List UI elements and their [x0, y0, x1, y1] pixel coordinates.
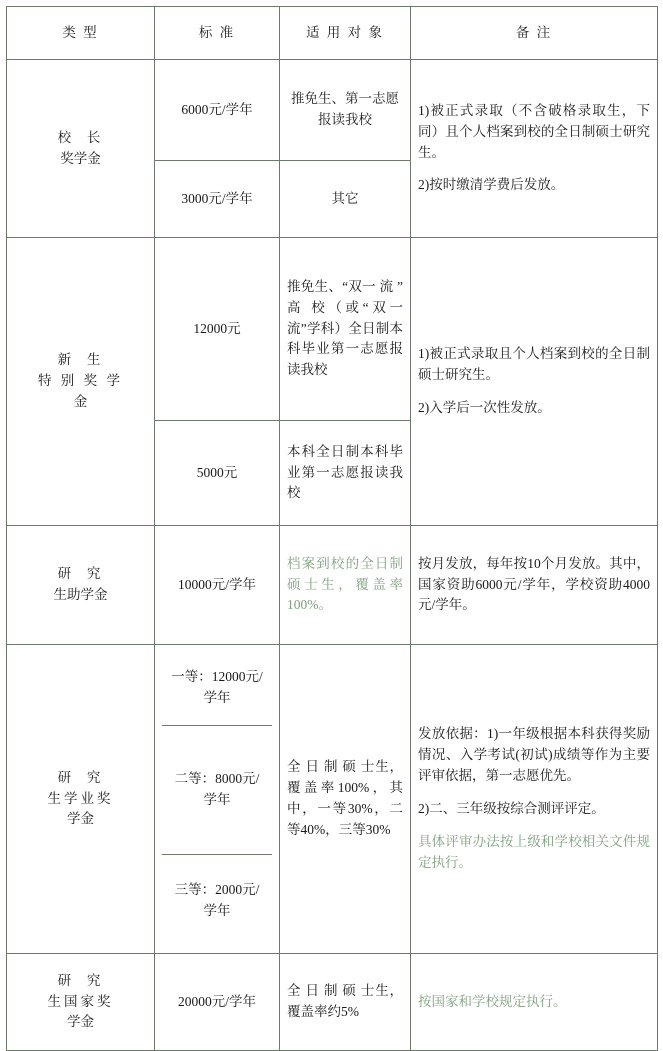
level-second: 二等：8000元/学年	[162, 725, 272, 855]
note-line: 2)按时缴清学费后发放。	[418, 177, 565, 193]
note-line: 2)入学后一次性发放。	[418, 399, 551, 415]
note-line: 2)二、三年级按综合测评评定。	[418, 801, 605, 816]
note-line: 按月发放，每年按10个月发放。其中，国家资助6000元/学年，学校资助4000元/学年。	[418, 555, 650, 613]
category-graduate-stipend: 研 究 生助学金	[7, 526, 155, 645]
note-freshman	[411, 238, 658, 526]
target-principal-1: 推免生、第一志愿报读我校	[280, 60, 411, 161]
category-national-scholarship: 研 究 生国家奖 学金	[7, 954, 155, 1051]
target-national-scholarship: 全 日 制 硕 士生，覆盖率约5%	[280, 954, 411, 1051]
note-academic-scholarship	[411, 645, 658, 954]
header-cell-type: 类 型	[7, 7, 155, 60]
standard-freshman-1: 12000元	[155, 238, 280, 421]
standard-national-scholarship: 20000元/学年	[155, 954, 280, 1051]
note-line: 按国家和学校规定执行。	[418, 993, 567, 1009]
note-line: 1)被正式录取（不含破格录取生，下同）且个人档案到校的全日制硕士研究生。	[418, 102, 650, 160]
standard-graduate-stipend: 10000元/学年	[155, 526, 280, 645]
note-national-scholarship	[411, 954, 658, 1051]
header-cell-standard: 标 准	[155, 7, 280, 60]
category-principal-scholarship: 校 长 奖学金	[7, 60, 155, 238]
table-row	[7, 645, 658, 954]
standard-academic-levels	[155, 645, 280, 954]
table-row	[7, 526, 658, 645]
note-principal	[411, 60, 658, 238]
level-third: 三等：2000元/学年	[174, 882, 260, 918]
standard-principal-2: 3000元/学年	[155, 161, 280, 238]
header-cell-target: 适 用 对 象	[280, 7, 411, 60]
header-cell-note: 备 注	[411, 7, 658, 60]
standard-freshman-2: 5000元	[155, 421, 280, 526]
target-graduate-stipend: 档案到校的全日制硕士生，覆盖率100%。	[280, 526, 411, 645]
note-line: 1)被正式录取且个人档案到校的全日制硕士研究生。	[418, 346, 650, 383]
note-graduate-stipend	[411, 526, 658, 645]
level-first: 一等：12000元/学年	[171, 669, 263, 705]
table-row	[7, 60, 658, 161]
table-row	[7, 238, 658, 421]
table-header-row	[7, 7, 658, 60]
target-principal-2: 其它	[280, 161, 411, 238]
target-freshman-1: 推免生、“双一 流 ” 高 校（或“双一流”学科）全日制本科毕业第一志愿报读我校	[280, 238, 411, 421]
target-freshman-2: 本科全日制本科毕业第一志愿报读我校	[280, 421, 411, 526]
table-row	[7, 954, 658, 1051]
category-academic-scholarship: 研 究 生学业奖 学金	[7, 645, 155, 954]
standard-principal-1: 6000元/学年	[155, 60, 280, 161]
scholarship-table	[6, 6, 658, 1051]
note-line: 具体评审办法按上级和学校相关文件规定执行。	[418, 833, 650, 870]
target-academic-scholarship: 全 日 制 硕 士生，覆盖率100%，其中，一等30%，二等40%，三等30%	[280, 645, 411, 954]
note-line: 发放依据：1)一年级根据本科获得奖励情况、入学考试(初试)成绩等作为主要评审依据，第一志愿优先。	[418, 726, 650, 784]
category-freshman-special-scholarship: 新 生 特 别 奖 学 金	[7, 238, 155, 526]
